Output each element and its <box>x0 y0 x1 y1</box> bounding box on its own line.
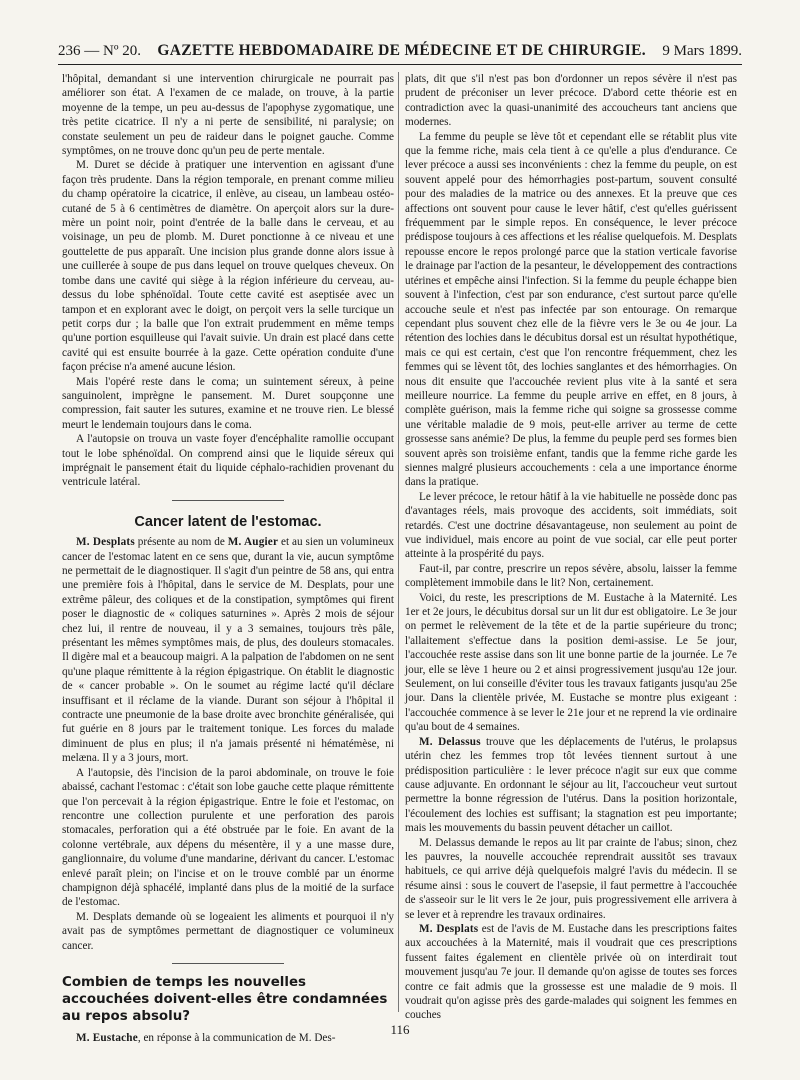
paragraph: Faut-il, par contre, prescrire un repos sévère, absolu, laisser la femme complètement immobile dans le lit? Non, certainement. <box>405 562 737 590</box>
journal-title: GAZETTE HEBDOMADAIRE DE MÉDECINE ET DE CHIRURGIE. <box>157 42 646 59</box>
column-separator <box>398 72 399 1012</box>
speaker-name: M. Desplats <box>419 922 479 935</box>
left-column <box>62 72 394 1044</box>
section-divider <box>172 963 284 964</box>
paragraph: M. Delassus demande le repos au lit par crainte de l'abus; sinon, chez les pauvres, la nouvelle accouchée reprendrait aussitôt ses travaux habituels, ce qui arrive déjà quelquefois malgré l'avis du médecin. Il se résume ainsi : sous le couvert de l'asepsie, il faut permettre à l'accouchée de s'asseoir sur le lit vers le 2e jour, puis progressivement elle arrivera à se lever et à reprendre les travaux ordinaires. <box>405 836 737 921</box>
paragraph <box>405 922 737 1023</box>
folio-number: 116 <box>390 1022 410 1037</box>
paragraph: Mais l'opéré reste dans le coma; un suintement séreux, à peine sanguinolent, imprègne le pansement. M. Duret soupçonne une compression, fait sauter les sutures, examine et ne trouve rien. Le blessé meurt le lendemain toujours dans le coma. <box>62 375 394 431</box>
section-heading: Cancer latent de l'estomac. <box>134 513 322 530</box>
section-heading: Combien de temps les nouvelles accouchées doivent-elles être condamnées au repos absolu? <box>62 974 388 1024</box>
paragraph: l'hôpital, demandant si une intervention chirurgicale ne pourrait pas améliorer son état. A l'examen de ce malade, on trouve, à la partie moyenne de la tempe, un peu au-dessus de l'apophyse zygomatique, une très petite cicatrice. Il n'y a ni perte de sensibilité, ni paralysie; on constate seulement un peu de raideur dans le poignet gauche. Comme symptômes, on ne trouve donc qu'un peu de perte mentale. <box>62 73 394 158</box>
paragraph-text: , en réponse à la communication de M. Des- <box>137 1031 336 1044</box>
paragraph: Le lever précoce, le retour hâtif à la vie habituelle ne possède donc pas d'avantages réels, mais provoque des accidents, soit immédiats, soit retardés. C'est une doctrine désavantageuse, non seulement au point de vue individuel, mais encore au point de vue social, car elle peut porter atteinte à la prospérité du pays. <box>405 490 737 561</box>
paragraph <box>405 735 737 836</box>
section-divider <box>172 500 284 501</box>
paragraph: plats, dit que s'il n'est pas bon d'ordonner un repos sévère il n'est pas prudent de préconiser un lever précoce. D'abord cette théorie est en contradiction avec la quasi-unanimité des accoucheurs tant anciens que modernes. <box>405 73 737 129</box>
paragraph <box>62 535 394 766</box>
paragraph: A l'autopsie on trouva un vaste foyer d'encéphalite ramollie occupant tout le lobe sphénoïdal. On comprend ainsi que le liquide séreux qui imprégnait le pansement était du liquide céphalo-rachidien provenant du ventricule latéral. <box>62 433 394 489</box>
paragraph: La femme du peuple se lève tôt et cependant elle se rétablit plus vite que la femme riche, mais cela tient à ce qu'elle a plus d'endurance. Ce lever précoce a aussi ses inconvénients : chez la femme du peuple, on est souvent appelé pour des hémorrhagies post-partum, souvent consulté pour des maladies de la matrice ou des annexes. Et la preuve que ces affections ont souvent pour cause le lever hâtif, c'est qu'elles guérissent fréquemment par le simple repos. En conséquence, le lever précoce prédispose toujours à ces affections et les réalise quelquefois. M. Desplats repousse encore le repos prolongé parce que la station verticale favorise le drainage par l'action de la pesanteur, le développement des contractions utérines et empêche ainsi l'infection. Si la femme du peuple échappe bien souvent à l'infection, c'est par son endurance, c'est surtout parce qu'elle accouche seule et n'est pas infectée par son entourage. On remarque cependant plus souvent chez elle de la fièvre vers le 3e ou 4e jour. La rétention des lochies dans le décubitus dorsal est un résultat hypothétique, mais ce qui est certain, c'est que l'on rencontre fréquemment, chez les femmes qui se lèvent tôt, des lochies sanglantes et des hémorrhagies. On nous dit ensuite que l'accouchée revient plus vite à la santé et sera meilleure nourrice. La femme du peuple arrive en effet, en 8 jours, à complète guérison, mais la femme riche qui soigne sa grossesse comme une véritable maladie de 9 mois, peut-elle arriver au terme de cette grossesse sans anémie? De plus, la femme du peuple perd ses formes bien souvent après son troisième enfant, tandis que la femme riche garde les siennes malgré plusieurs accouchements : cela a une importance énorme dans la pratique. <box>405 130 737 489</box>
speaker-name: M. Eustache <box>76 1031 138 1044</box>
paragraph: M. Desplats demande où se logeaient les aliments et pourquoi il n'y avait pas de symptômes permettant de diagnostiquer ce volumineux cancer. <box>62 910 394 952</box>
right-column <box>405 72 737 1022</box>
speaker-name: M. Augier <box>227 536 279 549</box>
paragraph-text: présente au nom de <box>134 536 228 549</box>
paragraph: M. Duret se décide à pratiquer une intervention en agissant d'une façon très prudente. Dans la région temporale, en prenant comme milieu du champ opératoire la cicatrice, il enlève, au ciseau, un lambeau ostéo-cutané de 5 à 6 centimètres de diamètre. On aperçoit alors sur la dure-mère un point noir, point d'entrée de la balle dans le cerveau, et au voisinage, un peu de plomb. M. Duret ponctionne à ce niveau et une gouttelette de pus apparaît. Une incision plus grande donne alors issue à une cuillerée à soupe de pus dans lequel on trouve quelques cheveux. On tombe dans une cavité qui siège à la région inférieure du cerveau, au-dessus du lobe sphénoïdal. Toute cette cavité est aseptisée avec un tampon et en explorant avec le doigt, on perçoit vers la selle turcique un petit corps dur ; la balle que l'on extrait prudemment en même temps qu'une portion esquilleuse qui l'avait suivie. Un drain est placé dans cette cavité qui est ensuite bourrée à la gaze. Cette opération conduite d'une façon précise n'a amené aucune lésion. <box>62 159 394 374</box>
speaker-name: M. Desplats <box>76 536 135 549</box>
running-header <box>58 36 742 65</box>
paragraph: Voici, du reste, les prescriptions de M. Eustache à la Maternité. Les 1er et 2e jours, le décubitus dorsal sur un lit dur est obligatoire. Le 3e jour on permet le relèvement de la tête et de la partie supérieure du tronc; l'allaitement s'effectue dans la position demi-assise. Le 5e jour, l'accouchée reste assise dans son lit une bonne partie de la journée. Le 7e jour, elle se lève 1 heure ou 2 et ainsi progressivement jusqu'au 12e jour. Seulement, on lui conseille d'éviter tous les travaux fatigants jusqu'au 25e jour. Dans la clientèle privée, M. Eustache se montre plus exigeant : l'accouchée commence à se lever le 21e jour et ne reprend la vie ordinaire qu'au bout de 4 semaines. <box>405 591 737 734</box>
paragraph-text: est de l'avis de M. Eustache dans les prescriptions faites aux accouchées à la Maternité, mais il voudrait que ces prescriptions fussent faites également en clientèle privée où on interdirait tout mouvement jusqu'au 7e jour. Il demande qu'on agisse de toutes ses forces contre ce fait admis que la grossesse est une maladie de 9 mois. Il voudrait qu'on agisse près des garde-malades qui soignent les femmes en couches <box>405 922 737 1022</box>
page-number-issue: 236 — Nº 20. <box>58 43 141 59</box>
paragraph-text: et au sien un volumineux cancer de l'estomac latent en ce sens que, durant la vie, aucun symptôme ne permettait de le diagnostiquer. Il s'agit d'un peintre de 58 ans, qui entra une première fois à l'hôpital, dans le service de M. Desplats, pour une extrême pâleur, des coliques et de la constipation, symptômes qui firent poser le diagnostic de « coliques saturnines ». Après 2 mois de séjour chez lui, il rentre de nouveau, il y a 3 semaines, toujours très pâle, présentant les mêmes symptômes mais, de plus, des douleurs stomacales. Il digère mal et a beaucoup maigri. A la palpation de l'abdomen on ne sent qu'une plaque rémittente à la région épigastrique. On établit le diagnostic de « cancer probable ». On le soumet au régime lacté qu'il déclare insuffisant et il réclame de la viande. Durant son séjour à l'hôpital il contracte une pneumonie de la base droite avec bronchite généralisée, qui fut guérie en 8 jours par le traitement tonique. Les forces du malade diminuent de plus en plus; il n'a jamais présenté ni hématémèse, ni melæna. Il y a 3 jours, mort. <box>62 536 394 765</box>
issue-date: 9 Mars 1899. <box>662 43 742 59</box>
paragraph: A l'autopsie, dès l'incision de la paroi abdominale, on trouve le foie abaissé, cachant l'estomac : c'était son lobe gauche cette plaque rémittente que l'on percevait à la région épigastrique. Entre le foie et l'estomac, on rencontre une collection purulente et une perforation des parois stomacales, perforation qui a été obstruée par le foie. En avant de la colonne vertébrale, aux dépens du mésentère, il y a une masse dure, ganglionnaire, du volume d'une mandarine, dérivant du cancer. L'estomac enlevé paraît plein; on l'incise et on le trouve comblé par un énorme champignon déjà sphacélé, implanté dans plus de la moitié de la surface de l'estomac. <box>62 766 394 909</box>
paragraph-text: trouve que les déplacements de l'utérus, le prolapsus utérin chez les femmes trop tôt levées tiennent surtout à une prédisposition particulière : le lever précoce n'agit sur eux que comme cause adjuvante. En ordonnant le séjour au lit, l'accoucheur veut surtout permettre la bonne régression de l'utérus. Dans la position horizontale, l'écoulement des lochies est suffisant; la stagnation est peu importante; mais les mouvements du bassin peuvent détacher un caillot. <box>405 735 737 835</box>
speaker-name: M. Delassus <box>419 735 481 748</box>
